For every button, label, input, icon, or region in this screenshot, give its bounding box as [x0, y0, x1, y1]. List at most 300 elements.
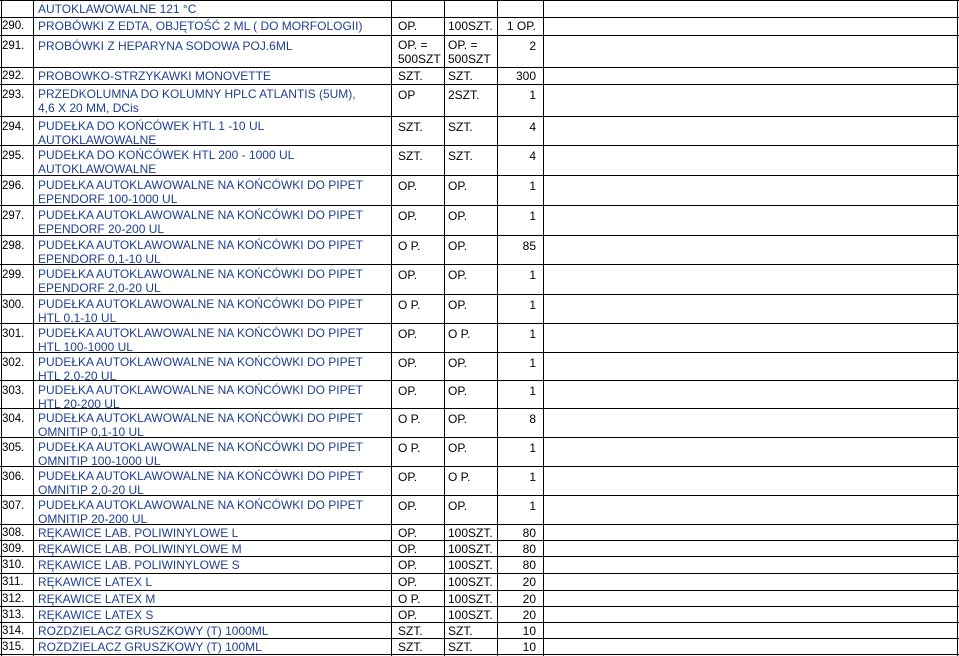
column-divider — [391, 496, 392, 525]
table-row — [0, 17, 959, 35]
unit: OP. — [398, 526, 418, 540]
row-number: 308. — [2, 527, 25, 539]
package-size: OP. — [448, 298, 468, 312]
column-divider — [391, 353, 392, 381]
unit: OP. — [398, 268, 418, 282]
item-name-line: PUDEŁKA DO KOŃCÓWEK HTL 200 - 1000 UL — [38, 148, 295, 162]
column-divider — [33, 206, 34, 236]
column-divider — [497, 85, 498, 117]
column-divider — [497, 295, 498, 324]
column-divider — [444, 1, 445, 18]
column-divider — [391, 381, 392, 409]
row-number: 295. — [2, 150, 25, 162]
item-name-line: EPENDORF 0,1-10 UL — [38, 252, 161, 266]
column-divider — [444, 438, 445, 467]
table-row — [0, 556, 959, 573]
column-divider — [543, 117, 544, 146]
column-divider — [444, 639, 445, 656]
column-divider — [957, 85, 958, 117]
unit: OP. — [398, 209, 418, 223]
item-name-line: OMNITIP 100-1000 UL — [38, 454, 161, 468]
column-divider — [497, 236, 498, 265]
column-divider — [391, 1, 392, 18]
column-divider — [497, 639, 498, 656]
table-row — [0, 524, 959, 540]
item-name — [38, 383, 363, 411]
quantity: 4 — [529, 120, 536, 134]
row-number: 304. — [2, 413, 25, 425]
item-name-line: PUDEŁKA AUTOKLAWOWALNE NA KOŃCÓWKI DO PIPET — [38, 355, 363, 369]
column-divider — [33, 623, 34, 639]
unit: OP. — [398, 179, 418, 193]
column-divider — [497, 324, 498, 353]
column-divider — [497, 557, 498, 574]
item-name-line: PUDEŁKA AUTOKLAWOWALNE NA KOŃCÓWKI DO PIPET — [38, 208, 363, 222]
row-number: 296. — [2, 180, 25, 192]
column-divider — [391, 146, 392, 176]
item-name — [38, 355, 363, 383]
package-size: 100SZT. — [448, 608, 493, 622]
item-name-line: PRZEDKOLUMNA DO KOLUMNY HPLC ATLANTIS (5UM), — [38, 87, 356, 101]
item-name — [38, 267, 363, 295]
column-divider — [497, 18, 498, 36]
row-number: 307. — [2, 500, 25, 512]
table-row — [0, 0, 959, 17]
item-name — [38, 639, 262, 656]
column-divider — [497, 496, 498, 525]
column-divider — [497, 353, 498, 381]
quantity: 85 — [522, 239, 536, 253]
column-divider — [444, 68, 445, 85]
column-divider — [391, 607, 392, 623]
table-row — [0, 264, 959, 294]
column-divider — [444, 353, 445, 381]
item-name-line: RĘKAWICE LATEX S — [38, 608, 154, 622]
quantity: 1 — [529, 88, 536, 102]
column-divider — [497, 381, 498, 409]
item-name-line: AUTOKLAWOWALNE — [38, 162, 157, 176]
column-divider — [957, 36, 958, 68]
row-number: 302. — [2, 357, 25, 369]
row-number: 314. — [2, 625, 25, 637]
quantity: 300 — [515, 69, 536, 83]
package-size: OP. — [448, 384, 468, 398]
column-divider — [391, 409, 392, 438]
package-size: OP. = 500SZT — [448, 38, 491, 66]
row-number: 297. — [2, 210, 25, 222]
item-name — [38, 208, 363, 236]
column-divider — [543, 574, 544, 591]
row-number: 315. — [2, 641, 25, 653]
table-row — [0, 67, 959, 84]
unit: SZT. — [398, 69, 423, 83]
unit: OP. — [398, 608, 418, 622]
column-divider — [497, 438, 498, 467]
column-divider — [444, 607, 445, 623]
item-name-line: PUDEŁKA AUTOKLAWOWALNE NA KOŃCÓWKI DO PIPET — [38, 383, 363, 397]
column-divider — [33, 68, 34, 85]
column-divider — [497, 409, 498, 438]
column-divider — [444, 409, 445, 438]
column-divider — [543, 18, 544, 36]
table-row — [0, 323, 959, 352]
column-divider — [543, 353, 544, 381]
table-row — [0, 622, 959, 638]
column-divider — [543, 541, 544, 557]
column-divider — [391, 176, 392, 206]
column-divider — [444, 265, 445, 295]
row-number: 298. — [2, 240, 25, 252]
column-divider — [391, 541, 392, 557]
column-divider — [957, 525, 958, 541]
column-divider — [543, 265, 544, 295]
item-name-line: ROZDZIELACZ GRUSZKOWY (T) 100ML — [38, 640, 262, 654]
row-number: 290. — [2, 20, 25, 32]
table-row — [0, 205, 959, 235]
column-divider — [391, 117, 392, 146]
table-row — [0, 84, 959, 116]
column-divider — [497, 607, 498, 623]
item-name-line: OMNITIP 0,1-10 UL — [38, 425, 144, 439]
item-name-line: HTL 2,0-20 UL — [38, 369, 117, 383]
unit: OP. — [398, 558, 418, 572]
item-name-line: PROBÓWKI Z EDTA, OBJĘTOŚĆ 2 ML ( DO MORFOLOGII) — [38, 19, 363, 33]
column-divider — [497, 36, 498, 68]
quantity: 1 — [529, 327, 536, 341]
table-row — [0, 638, 959, 655]
item-name — [38, 68, 271, 85]
quantity: 80 — [522, 526, 536, 540]
column-divider — [444, 591, 445, 607]
quantity: 8 — [529, 412, 536, 426]
item-name-line: PUDEŁKA DO KOŃCÓWEK HTL 1 -10 UL — [38, 119, 265, 133]
column-divider — [957, 639, 958, 656]
item-name-line: PROBOWKO-STRZYKAWKI MONOVETTE — [38, 69, 271, 83]
item-name — [38, 119, 264, 147]
table-row — [0, 408, 959, 437]
column-divider — [33, 591, 34, 607]
quantity: 1 — [529, 356, 536, 370]
item-name-line: EPENDORF 20-200 UL — [38, 222, 165, 236]
quantity: 4 — [529, 149, 536, 163]
row-number: 312. — [2, 593, 25, 605]
column-divider — [444, 85, 445, 117]
column-divider — [497, 574, 498, 591]
column-divider — [497, 525, 498, 541]
package-size: OP. — [448, 441, 468, 455]
unit: O P. — [398, 298, 421, 312]
column-divider — [543, 85, 544, 117]
column-divider — [444, 146, 445, 176]
column-divider — [33, 607, 34, 623]
item-name-line: PUDEŁKA AUTOKLAWOWALNE NA KOŃCÓWKI DO PIPET — [38, 498, 363, 512]
column-divider — [543, 295, 544, 324]
row-number: 310. — [2, 559, 25, 571]
package-size: OP. — [448, 356, 468, 370]
package-size: OP. — [448, 499, 468, 513]
item-name — [38, 557, 240, 574]
row-number: 294. — [2, 121, 25, 133]
item-name — [38, 469, 363, 497]
quantity: 10 — [522, 640, 536, 654]
package-size: 100SZT. — [448, 19, 493, 33]
table-row — [0, 495, 959, 524]
column-divider — [543, 324, 544, 353]
column-divider — [543, 176, 544, 206]
table-row — [0, 540, 959, 556]
column-divider — [33, 18, 34, 36]
table-row — [0, 380, 959, 411]
column-divider — [957, 574, 958, 591]
quantity: 1 — [529, 499, 536, 513]
unit: OP. — [398, 19, 418, 33]
unit: O P. — [398, 239, 421, 253]
quantity: 1 — [529, 298, 536, 312]
unit: SZT. — [398, 640, 423, 654]
row-number: 292. — [2, 70, 25, 82]
column-divider — [391, 324, 392, 353]
column-divider — [33, 496, 34, 525]
column-divider — [33, 574, 34, 591]
column-divider — [543, 1, 544, 18]
item-name-line: AUTOKLAWOWALNE — [38, 133, 157, 147]
column-divider — [444, 525, 445, 541]
unit: O P. — [398, 412, 421, 426]
column-divider — [33, 295, 34, 324]
item-name — [38, 148, 294, 176]
item-name — [38, 440, 363, 468]
quantity: 1 — [529, 209, 536, 223]
quantity: 1 OP. — [506, 19, 536, 33]
item-name-line: PUDEŁKA AUTOKLAWOWALNE NA KOŃCÓWKI DO PIPET — [38, 440, 363, 454]
column-divider — [444, 541, 445, 557]
item-name — [38, 411, 363, 439]
column-divider — [391, 591, 392, 607]
quantity: 1 — [529, 470, 536, 484]
column-divider — [33, 353, 34, 381]
item-name-line: AUTOKLAWOWALNE 121 °C — [38, 2, 197, 16]
column-divider — [444, 557, 445, 574]
column-divider — [391, 236, 392, 265]
column-divider — [957, 591, 958, 607]
column-divider — [957, 409, 958, 438]
column-divider — [497, 176, 498, 206]
column-divider — [543, 467, 544, 496]
column-divider — [391, 295, 392, 324]
package-size: O P. — [448, 327, 471, 341]
package-size: SZT. — [448, 149, 473, 163]
column-divider — [33, 438, 34, 467]
unit: O P. — [398, 441, 421, 455]
column-divider — [543, 68, 544, 85]
table-row — [0, 606, 959, 622]
item-name-line: RĘKAWICE LAB. POLIWINYLOWE M — [38, 542, 242, 556]
item-name — [38, 1, 196, 18]
unit: SZT. — [398, 624, 423, 638]
table-row — [0, 145, 959, 175]
unit: O P. — [398, 592, 421, 606]
unit: OP. — [398, 575, 418, 589]
item-name — [38, 326, 363, 354]
column-divider — [497, 68, 498, 85]
package-size: SZT. — [448, 69, 473, 83]
package-size: OP. — [448, 239, 468, 253]
column-divider — [543, 639, 544, 656]
item-name-line: HTL 0,1-10 UL — [38, 311, 117, 325]
item-name-line: PROBÓWKI Z HEPARYNA SODOWA POJ.6ML — [38, 39, 293, 53]
row-number: 313. — [2, 609, 25, 621]
column-divider — [391, 36, 392, 68]
quantity: 1 — [529, 384, 536, 398]
item-name-line: OMNITIP 20-200 UL — [38, 512, 148, 526]
item-name-line: RĘKAWICE LAB. POLIWINYLOWE S — [38, 558, 240, 572]
item-name-line: PUDEŁKA AUTOKLAWOWALNE NA KOŃCÓWKI DO PIPET — [38, 178, 363, 192]
unit: OP. — [398, 542, 418, 556]
column-divider — [33, 1, 34, 18]
item-name-line: RĘKAWICE LAB. POLIWINYLOWE L — [38, 526, 239, 540]
column-divider — [497, 1, 498, 18]
item-name-line: EPENDORF 100-1000 UL — [38, 192, 178, 206]
column-divider — [957, 353, 958, 381]
item-name-line: HTL 100-1000 UL — [38, 340, 133, 354]
quantity: 10 — [522, 624, 536, 638]
item-name-line: PUDEŁKA AUTOKLAWOWALNE NA KOŃCÓWKI DO PIPET — [38, 267, 363, 281]
column-divider — [497, 206, 498, 236]
column-divider — [957, 236, 958, 265]
column-divider — [957, 496, 958, 525]
item-name — [38, 178, 363, 206]
package-size: 100SZT. — [448, 592, 493, 606]
column-divider — [391, 467, 392, 496]
column-divider — [957, 623, 958, 639]
unit: OP. — [398, 327, 418, 341]
column-divider — [33, 557, 34, 574]
column-divider — [957, 438, 958, 467]
quantity: 80 — [522, 558, 536, 572]
package-size: 100SZT. — [448, 575, 493, 589]
column-divider — [391, 265, 392, 295]
table-row — [0, 35, 959, 67]
package-size: O P. — [448, 470, 471, 484]
package-size: 2SZT. — [448, 88, 480, 102]
item-name — [38, 498, 363, 526]
column-divider — [444, 36, 445, 68]
column-divider — [444, 623, 445, 639]
package-size: SZT. — [448, 120, 473, 134]
table-row — [0, 437, 959, 466]
row-number: 305. — [2, 442, 25, 454]
row-number: 306. — [2, 471, 25, 483]
item-name-line: OMNITIP 2,0-20 UL — [38, 483, 144, 497]
package-size: SZT. — [448, 624, 473, 638]
column-divider — [957, 467, 958, 496]
unit: OP. — [398, 499, 418, 513]
unit: OP. — [398, 470, 418, 484]
table-row — [0, 352, 959, 383]
quantity: 20 — [522, 575, 536, 589]
package-size: OP. — [448, 209, 468, 223]
column-divider — [957, 68, 958, 85]
column-divider — [543, 146, 544, 176]
unit: OP. = 500SZT — [398, 38, 441, 66]
column-divider — [33, 525, 34, 541]
row-number: 303. — [2, 385, 25, 397]
quantity: 1 — [529, 441, 536, 455]
column-divider — [543, 557, 544, 574]
column-divider — [543, 525, 544, 541]
column-divider — [957, 206, 958, 236]
column-divider — [957, 557, 958, 574]
column-divider — [543, 607, 544, 623]
item-name-line: 4,6 X 20 MM, DCis — [38, 101, 139, 115]
column-divider — [497, 467, 498, 496]
quantity: 20 — [522, 592, 536, 606]
column-divider — [33, 85, 34, 117]
column-divider — [497, 117, 498, 146]
column-divider — [391, 525, 392, 541]
package-size: SZT. — [448, 640, 473, 654]
column-divider — [543, 591, 544, 607]
item-name-line: ROZDZIELACZ GRUSZKOWY (T) 1000ML — [38, 624, 269, 638]
item-name — [38, 297, 363, 325]
row-number: 309. — [2, 543, 25, 555]
package-size: 100SZT. — [448, 542, 493, 556]
column-divider — [497, 541, 498, 557]
column-divider — [543, 496, 544, 525]
column-divider — [391, 639, 392, 656]
column-divider — [33, 639, 34, 656]
column-divider — [391, 206, 392, 236]
column-divider — [444, 176, 445, 206]
column-divider — [444, 574, 445, 591]
row-number: 291. — [2, 40, 25, 52]
column-divider — [543, 381, 544, 409]
column-divider — [391, 85, 392, 117]
quantity: 2 — [529, 39, 536, 53]
column-divider — [957, 1, 958, 18]
column-divider — [391, 18, 392, 36]
column-divider — [33, 409, 34, 438]
column-divider — [444, 117, 445, 146]
quantity: 20 — [522, 608, 536, 622]
column-divider — [957, 541, 958, 557]
column-divider — [33, 146, 34, 176]
item-name-line: RĘKAWICE LATEX M — [38, 592, 156, 606]
row-number: 293. — [2, 89, 25, 101]
row-number: 299. — [2, 269, 25, 281]
package-size: OP. — [448, 412, 468, 426]
column-divider — [33, 36, 34, 68]
column-divider — [444, 295, 445, 324]
column-divider — [543, 438, 544, 467]
column-divider — [543, 236, 544, 265]
column-divider — [33, 176, 34, 206]
column-divider — [957, 18, 958, 36]
column-divider — [957, 295, 958, 324]
item-name-line: PUDEŁKA AUTOKLAWOWALNE NA KOŃCÓWKI DO PIPET — [38, 469, 363, 483]
table-row — [0, 590, 959, 606]
item-name-line: EPENDORF 2,0-20 UL — [38, 281, 161, 295]
column-divider — [957, 381, 958, 409]
column-divider — [444, 496, 445, 525]
unit: SZT. — [398, 120, 423, 134]
quantity: 80 — [522, 542, 536, 556]
package-size: 100SZT. — [448, 558, 493, 572]
unit: OP. — [398, 356, 418, 370]
column-divider — [444, 381, 445, 409]
package-size: OP. — [448, 179, 468, 193]
row-number: 300. — [2, 299, 25, 311]
